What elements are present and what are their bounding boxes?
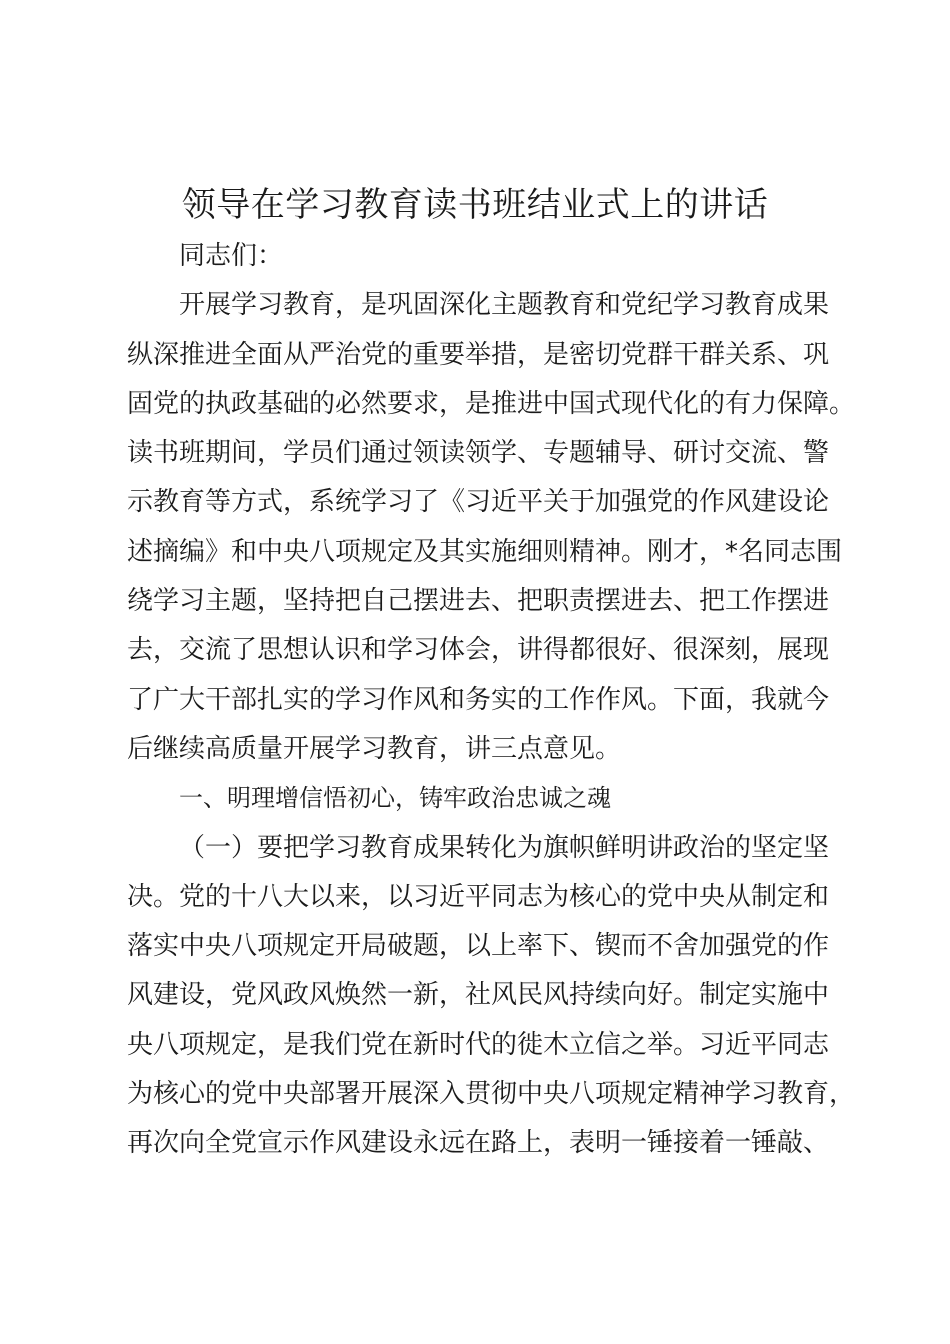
text-line: 央八项规定，是我们党在新时代的徙木立信之举。习近平同志 — [127, 1029, 830, 1060]
text-line: 同志们： — [179, 241, 284, 271]
text-line: 去，交流了思想认识和学习体会，讲得都很好、很深刻，展现 — [127, 635, 830, 666]
text-line: 再次向全党宣示作风建设永远在路上，表明一锤接着一锤敲、 — [127, 1128, 830, 1159]
text-line: 为核心的党中央部署开展深入贯彻中央八项规定精神学习教育， — [127, 1079, 856, 1110]
text-line: 读书班期间，学员们通过领读领学、专题辅导、研讨交流、警 — [127, 438, 830, 469]
text-line: 开展学习教育，是巩固深化主题教育和党纪学习教育成果 — [179, 290, 830, 321]
text-line: 绕学习主题，坚持把自己摆进去、把职责摆进去、把工作摆进 — [127, 586, 830, 617]
text-line: 纵深推进全面从严治党的重要举措，是密切党群干群关系、巩 — [127, 339, 830, 370]
text-line: 固党的执政基础的必然要求，是推进中国式现代化的有力保障。 — [127, 388, 856, 419]
text-line: 示教育等方式，系统学习了《习近平关于加强党的作风建设论 — [127, 487, 830, 518]
document-title: 领导在学习教育读书班结业式上的讲话 — [181, 185, 769, 225]
text-line: 后继续高质量开展学习教育，讲三点意见。 — [127, 733, 622, 764]
text-line: 决。党的十八大以来，以习近平同志为核心的党中央从制定和 — [127, 881, 830, 912]
text-line: 风建设，党风政风焕然一新，社风民风持续向好。制定实施中 — [127, 980, 830, 1011]
document-body — [127, 232, 887, 1169]
text-line: （一）要把学习教育成果转化为旗帜鲜明讲政治的坚定坚 — [179, 832, 830, 863]
text-line: 了广大干部扎实的学习作风和务实的工作作风。下面，我就今 — [127, 684, 830, 715]
text-line: 落实中央八项规定开局破题，以上率下、锲而不舍加强党的作 — [127, 931, 830, 962]
text-line: 述摘编》和中央八项规定及其实施细则精神。刚才，*名同志围 — [127, 536, 843, 567]
section-heading: 一、明理增信悟初心，铸牢政治忠诚之魂 — [179, 784, 611, 813]
